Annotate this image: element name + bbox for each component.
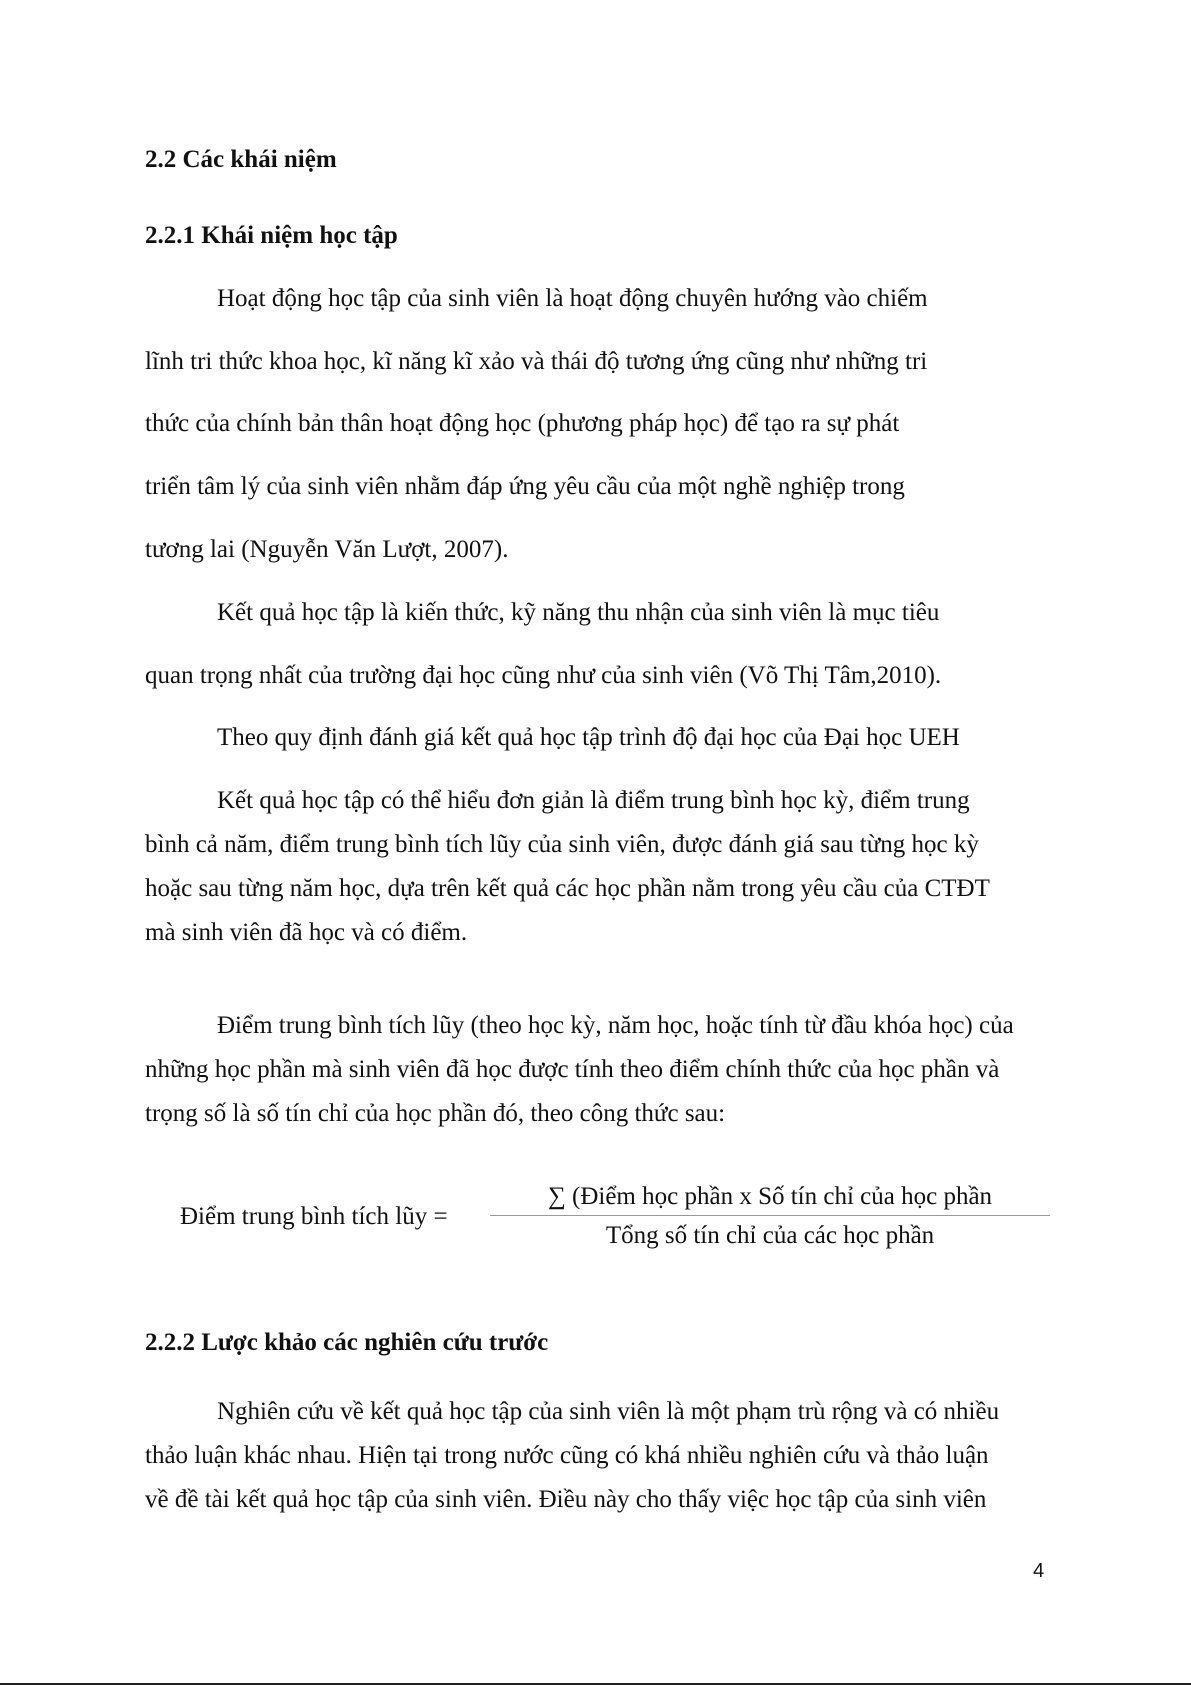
paragraph-regulation: Theo quy định đánh giá kết quả học tập trình độ đại học của Đại học UEH	[217, 724, 960, 751]
text-line: Hoạt động học tập của sinh viên là hoạt động chuyên hướng vào chiếm	[217, 285, 928, 312]
text-line: bình cả năm, điểm trung bình tích lũy của sinh viên, được đánh giá sau từng học kỳ	[145, 831, 979, 858]
text-line: những học phần mà sinh viên đã học được tính theo điểm chính thức của học phần và	[145, 1056, 1000, 1083]
text-line: Kết quả học tập có thể hiểu đơn giản là điểm trung bình học kỳ, điểm trung	[217, 787, 970, 814]
text-line: thảo luận khác nhau. Hiện tại trong nước cũng có khá nhiều nghiên cứu và thảo luận	[145, 1442, 989, 1469]
text-line: triển tâm lý của sinh viên nhằm đáp ứng yêu cầu của một nghề nghiệp trong	[145, 473, 905, 500]
fraction-bar	[490, 1215, 1050, 1216]
text-line: quan trọng nhất của trường đại học cũng như của sinh viên (Võ Thị Tâm,2010).	[145, 662, 942, 689]
formula-label: Điểm trung bình tích lũy =	[180, 1203, 448, 1230]
text-line: trọng số là số tín chỉ của học phần đó, theo công thức sau:	[145, 1100, 726, 1127]
text-line: thức của chính bản thân hoạt động học (phương pháp học) để tạo ra sự phát	[145, 410, 900, 437]
subsection-heading: 2.2.2 Lược khảo các nghiên cứu trước	[145, 1329, 549, 1356]
formula-numerator: ∑ (Điểm học phần x Số tín chỉ của học phần	[547, 1183, 993, 1210]
text-line: Nghiên cứu về kết quả học tập của sinh viên là một phạm trù rộng và có nhiều	[217, 1398, 1000, 1425]
section-heading: 2.2 Các khái niệm	[145, 146, 337, 173]
subsection-heading: 2.2.1 Khái niệm học tập	[145, 222, 398, 249]
text-line: về đề tài kết quả học tập của sinh viên. Điều này cho thấy việc học tập của sinh viên	[145, 1486, 987, 1513]
page-number: 4	[1033, 1560, 1045, 1582]
text-line: tương lai (Nguyễn Văn Lượt, 2007).	[145, 536, 509, 563]
text-line: Kết quả học tập là kiến thức, kỹ năng thu nhận của sinh viên là mục tiêu	[217, 599, 940, 626]
text-line: hoặc sau từng năm học, dựa trên kết quả các học phần nằm trong yêu cầu của CTĐT	[145, 875, 990, 902]
text-line: Điểm trung bình tích lũy (theo học kỳ, năm học, hoặc tính từ đầu khóa học) của	[217, 1012, 1014, 1039]
formula-denominator: Tổng số tín chỉ của các học phần	[605, 1222, 935, 1249]
text-line: mà sinh viên đã học và có điểm.	[145, 919, 468, 946]
text-line: lĩnh tri thức khoa học, kĩ năng kĩ xảo và thái độ tương ứng cũng như những tri	[145, 348, 928, 375]
